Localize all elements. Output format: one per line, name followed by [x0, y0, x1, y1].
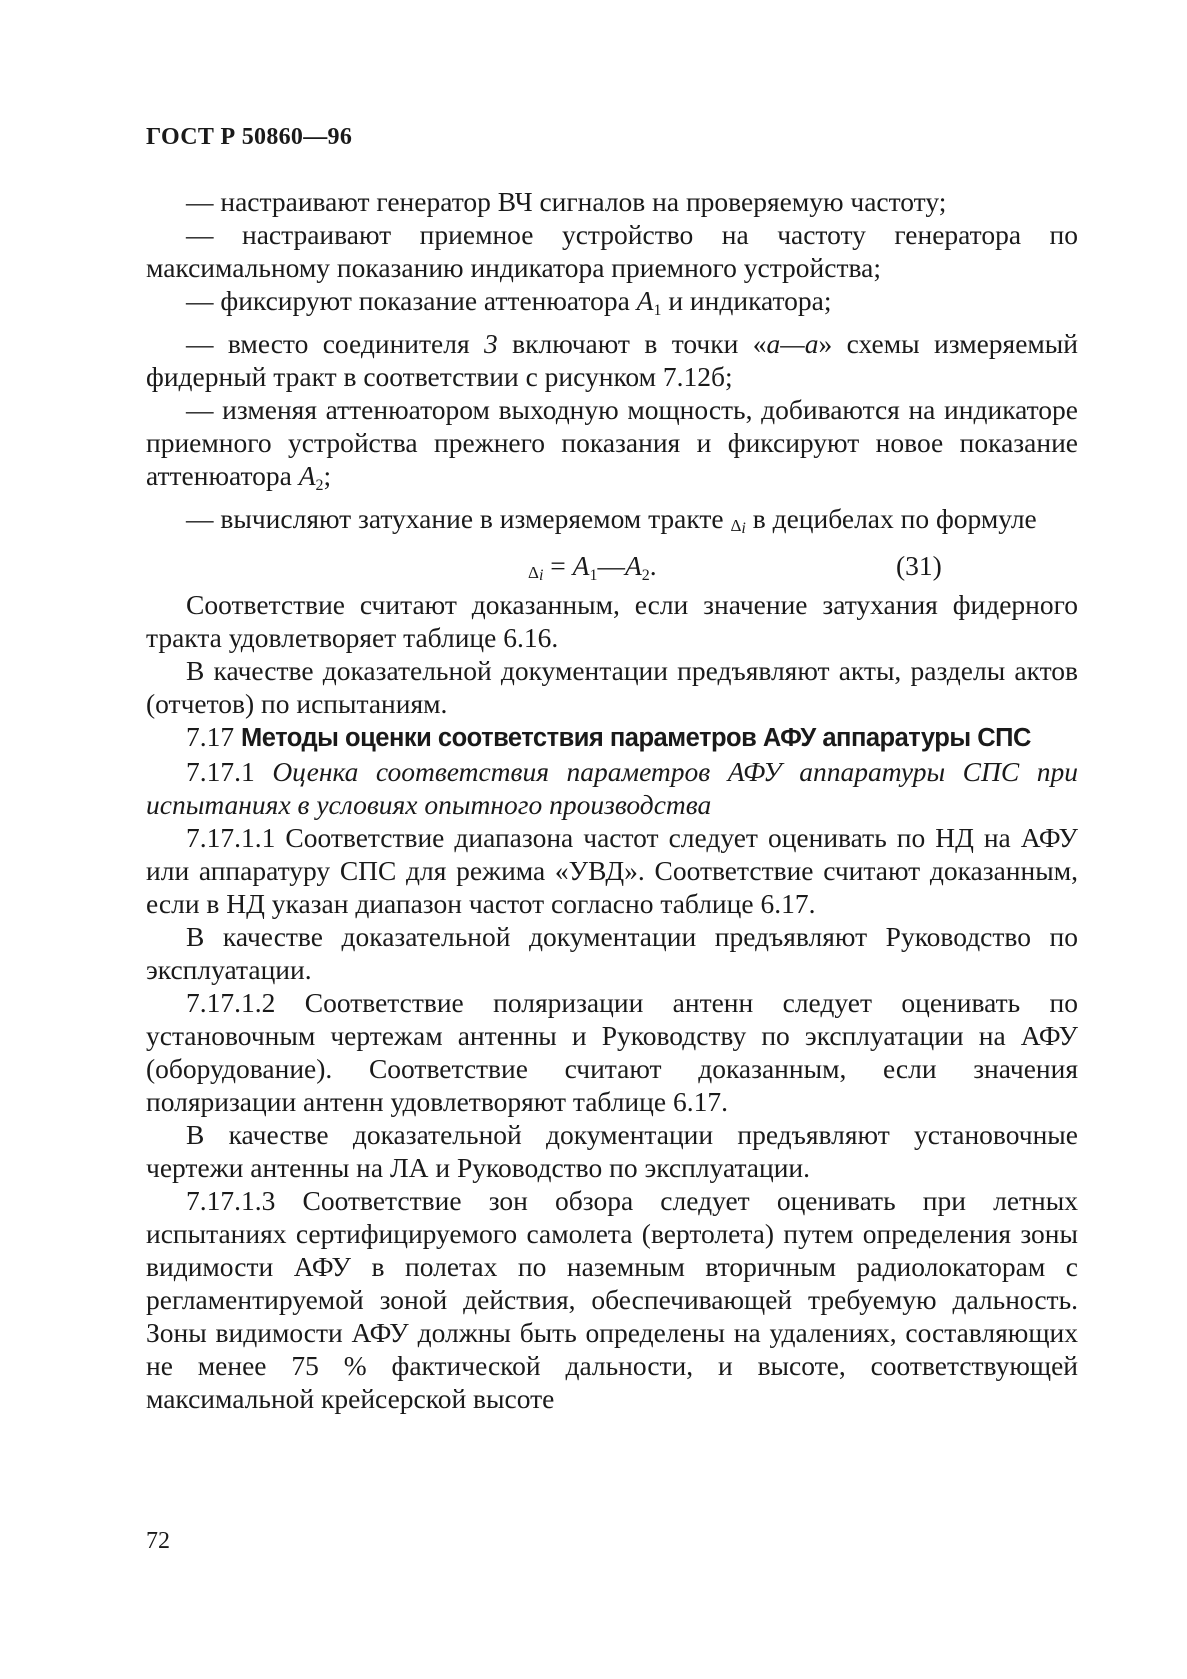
equals-sign: =: [543, 550, 573, 581]
points-label: a—a: [766, 328, 819, 359]
text-span: » схемы измеряемый фидерный тракт в соответствии с рисунком 7.12б;: [146, 328, 1078, 392]
paragraph-7-17-1-2-doc: В качестве доказательной документации предъявляют установочные чертежи антенны на ЛА и Руководство по эксплуатации.: [146, 1119, 1078, 1183]
variable-a: A: [298, 460, 316, 491]
section-title: Методы оценки соответствия параметров АФУ аппаратуры СПС: [241, 724, 1031, 752]
text-span: — вычисляют затухание в измеряемом тракте: [186, 503, 731, 534]
text-span: — фиксируют показание аттенюатора: [186, 285, 637, 316]
step-record-a1: [146, 284, 1078, 327]
variable-a: A: [624, 550, 642, 581]
text-span: и индикатора;: [661, 285, 832, 316]
variable-a: A: [636, 285, 654, 316]
subscript: 1: [589, 567, 598, 584]
subscript: 1: [653, 302, 662, 319]
step-tune-generator: — настраивают генератор ВЧ сигналов на проверяемую частоту;: [186, 186, 947, 217]
subsection-heading-7-17-1: [146, 755, 1078, 821]
delta-symbol: Δ: [528, 563, 539, 582]
step-record-a2: [146, 393, 1078, 502]
paragraph-documentation: В качестве доказательной документации предъявляют акты, разделы актов (отчетов) по испытаниям.: [146, 655, 1078, 719]
text-span: — вместо соединителя: [186, 328, 484, 359]
formula-end: .: [649, 550, 657, 581]
subscript: i: [741, 520, 746, 537]
step-connect-feeder: [146, 327, 1078, 393]
page-number: 72: [146, 1528, 170, 1554]
text-span: — изменяя аттенюатором выходную мощность, добиваются на индикаторе приемного устройства прежнего показания и фиксируют новое показание аттенюатора: [146, 394, 1078, 491]
paragraph-compliance: Соответствие считают доказанным, если значение затухания фидерного тракта удовлетворяет таблице 6.16.: [146, 589, 1078, 653]
minus-sign: —: [597, 550, 625, 581]
subsection-title: Оценка соответствия параметров АФУ аппаратуры СПС при испытаниях в условиях опытного производства: [146, 756, 1079, 820]
delta-symbol: Δ: [730, 516, 742, 535]
subscript: 2: [641, 567, 650, 584]
formula-expression: [528, 549, 657, 592]
document-body: [146, 185, 1078, 1415]
section-heading-7-17: [146, 720, 1078, 755]
paragraph-7-17-1-1: 7.17.1.1 Соответствие диапазона частот следует оценивать по НД на АФУ или аппаратуру СПС для режима «УВД». Соответствие считают доказанным, если в НД указан диапазон частот согласно таблице 6.17.: [146, 822, 1078, 919]
connector-number: 3: [484, 328, 498, 359]
paragraph-7-17-1-3: 7.17.1.3 Соответствие зон обзора следует оценивать при летных испытаниях сертифицируемого самолета (вертолета) путем определения зоны видимости АФУ в полетах по наземным вторичным радиолокаторам с регламентируемой зоной действия, обеспечивающей требуемую дальность. Зоны видимости АФУ должны быть определены на удалениях, составляющих не менее 75 % фактической дальности, и высоте, соответствующей максимальной крейсерской высоте: [146, 1185, 1078, 1414]
text-span: ;: [323, 460, 332, 491]
text-span: включают в точки «: [497, 328, 767, 359]
paragraph-7-17-1-1-doc: В качестве доказательной документации предъявляют Руководство по эксплуатации.: [146, 921, 1078, 985]
step-tune-receiver: — настраивают приемное устройство на частоту генератора по максимальному показанию индикатора приемного устройства;: [146, 219, 1078, 283]
step-compute-attenuation: [146, 502, 1078, 545]
section-number: 7.17: [186, 721, 241, 752]
paragraph-7-17-1-2: 7.17.1.2 Соответствие поляризации антенн следует оценивать по установочным чертежам антенны и Руководству по эксплуатации на АФУ (оборудование). Соответствие считают доказанным, если значения поляризации антенн удовлетворяют таблице 6.17.: [146, 987, 1078, 1117]
subscript: i: [538, 567, 544, 584]
text-span: в децибелах по формуле: [745, 503, 1037, 534]
variable-a: A: [572, 550, 590, 581]
formula-number: (31): [896, 550, 942, 581]
document-header: ГОСТ Р 50860—96: [146, 124, 353, 150]
subscript: 2: [315, 477, 324, 494]
section-number: 7.17.1: [186, 756, 273, 787]
formula-31: [146, 549, 1078, 586]
